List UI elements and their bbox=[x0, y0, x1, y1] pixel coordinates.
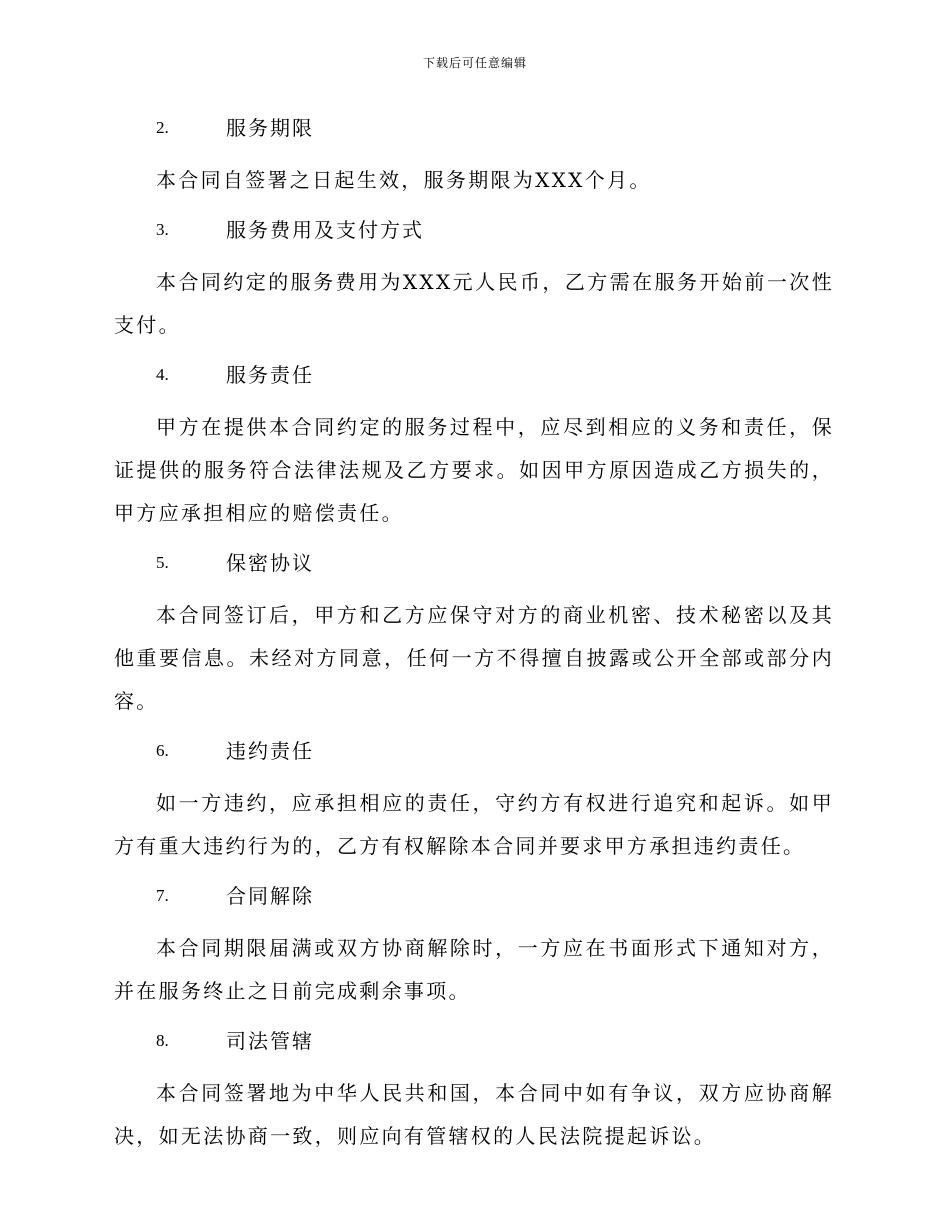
section-heading-2 bbox=[114, 112, 834, 144]
section-paragraph: 甲方在提供本合同约定的服务过程中，应尽到相应的义务和责任，保证提供的服务符合法律法规及乙方要求。如因甲方原因造成乙方损失的，甲方应承担相应的赔偿责任。 bbox=[114, 415, 834, 525]
section-paragraph: 本合同自签署之日起生效，服务期限为XXX个月。 bbox=[156, 168, 652, 192]
section-heading-5 bbox=[114, 547, 834, 579]
section-heading-8 bbox=[114, 1025, 834, 1057]
page-header: 下载后可任意编辑 bbox=[422, 56, 527, 70]
section-heading-6 bbox=[114, 735, 834, 767]
section-paragraph: 如一方违约，应承担相应的责任，守约方有权进行追究和起诉。如甲方有重大违约行为的，乙方有权解除本合同并要求甲方承担违约责任。 bbox=[114, 791, 834, 858]
section-heading-3 bbox=[114, 214, 834, 246]
section-title: 服务责任 bbox=[226, 363, 314, 387]
section-paragraph: 本合同签署地为中华人民共和国，本合同中如有争议，双方应协商解决，如无法协商一致，则应向有管辖权的人民法院提起诉讼。 bbox=[114, 1081, 834, 1148]
section-title: 服务期限 bbox=[226, 116, 314, 140]
section-number: 6. bbox=[156, 741, 169, 760]
section-number: 8. bbox=[156, 1031, 169, 1050]
section-title: 合同解除 bbox=[226, 884, 314, 908]
section-title: 司法管辖 bbox=[226, 1029, 314, 1053]
section-number: 5. bbox=[156, 553, 169, 572]
section-paragraph: 本合同约定的服务费用为XXX元人民币，乙方需在服务开始前一次性支付。 bbox=[114, 270, 834, 337]
section-number: 2. bbox=[156, 118, 169, 137]
section-title: 保密协议 bbox=[226, 551, 314, 575]
section-title: 违约责任 bbox=[226, 739, 314, 763]
section-heading-4 bbox=[114, 359, 834, 391]
section-heading-7 bbox=[114, 880, 834, 912]
section-number: 4. bbox=[156, 365, 169, 384]
section-paragraph: 本合同期限届满或双方协商解除时，一方应在书面形式下通知对方，并在服务终止之日前完成剩余事项。 bbox=[114, 936, 834, 1003]
section-title: 服务费用及支付方式 bbox=[226, 218, 424, 242]
section-number: 7. bbox=[156, 886, 169, 905]
document-body bbox=[114, 112, 834, 1170]
section-paragraph: 本合同签订后，甲方和乙方应保守对方的商业机密、技术秘密以及其他重要信息。未经对方同意，任何一方不得擅自披露或公开全部或部分内容。 bbox=[114, 603, 834, 713]
section-number: 3. bbox=[156, 220, 169, 239]
